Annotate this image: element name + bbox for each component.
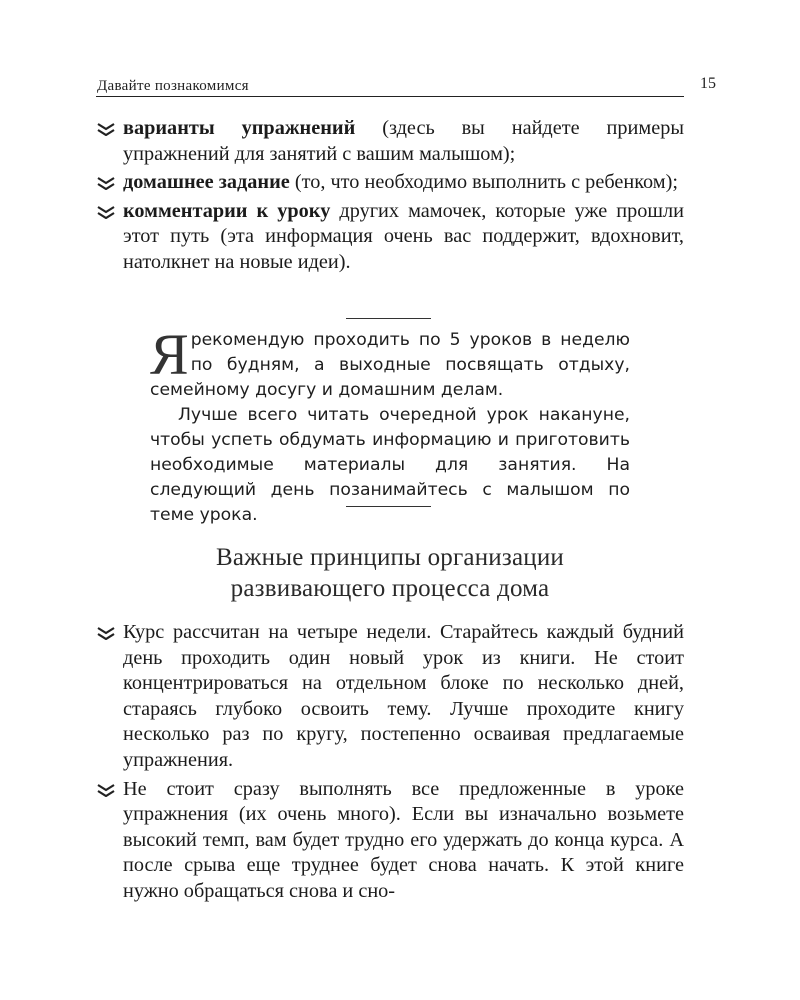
tip-paragraph-1-text: рекомендую проходить по 5 уроков в неделю по будням, а выходные посвящать отдыху, семейному досугу и домашним делам. [150, 330, 630, 400]
list-item [96, 777, 684, 905]
drop-cap: Я [150, 322, 189, 387]
bullet-text: (то, что необходимо выполнить с ребенком); [289, 171, 679, 194]
section-heading-line-1: Важные принципы организации [215, 544, 564, 571]
bullet-text: других мамочек, которые уже прошли этот путь (эта информация очень вас поддержит, вдохновит, натолкнет на новые идеи). [123, 199, 684, 273]
list-item [96, 199, 684, 276]
list-item [96, 170, 684, 196]
bullet-term: варианты упражнений [123, 117, 356, 139]
section-heading [150, 542, 630, 604]
double-chevron-icon [96, 626, 116, 640]
page-number: 15 [700, 75, 716, 92]
bullet-text: Курс рассчитан на четыре недели. Старайтесь каждый будний день проходить один новый урок из книги. Не стоит концентрироваться на отдельном блоке по несколько дней, стараясь глубоко освоить тему. Лучше проходите книгу несколько раз по кругу, постепенно осваивая предлагаемые упражнения. [123, 621, 684, 771]
running-header-title: Давайте познакомимся [97, 78, 249, 94]
principles-bullet-list [96, 620, 684, 908]
list-item [96, 116, 684, 167]
section-heading-line-2: развивающего процесса дома [230, 575, 550, 602]
double-chevron-icon [96, 176, 116, 190]
bullet-term: домашнее задание [123, 171, 290, 194]
top-bullet-list [96, 116, 684, 279]
list-item [96, 620, 684, 774]
bullet-text: Не стоит сразу выполнять все предложенные в уроке упражнения (их очень много). Если вы изначально возьмете высокий темп, вам будет трудно его удержать до конца курса. А после срыва еще труднее будет снова начать. К этой книге нужно обращаться снова и сно- [123, 777, 684, 902]
tip-divider-top [346, 318, 431, 319]
bullet-term: комментарии к уроку [123, 199, 331, 222]
double-chevron-icon [96, 122, 116, 136]
tip-box [150, 322, 630, 528]
header-rule [96, 96, 684, 97]
tip-paragraph-2: Лучше всего читать очередной урок накануне, чтобы успеть обдумать информацию и приготовить необходимые материалы для занятия. На следующий день позанимайтесь с малышом по теме урока. [150, 405, 630, 525]
double-chevron-icon [96, 205, 116, 219]
bullet-text: (здесь вы найдете примеры упражнений для занятий с вашим малышом); [123, 117, 684, 165]
tip-paragraph-1 [150, 322, 630, 403]
double-chevron-icon [96, 783, 116, 797]
tip-divider-bottom [346, 506, 431, 507]
